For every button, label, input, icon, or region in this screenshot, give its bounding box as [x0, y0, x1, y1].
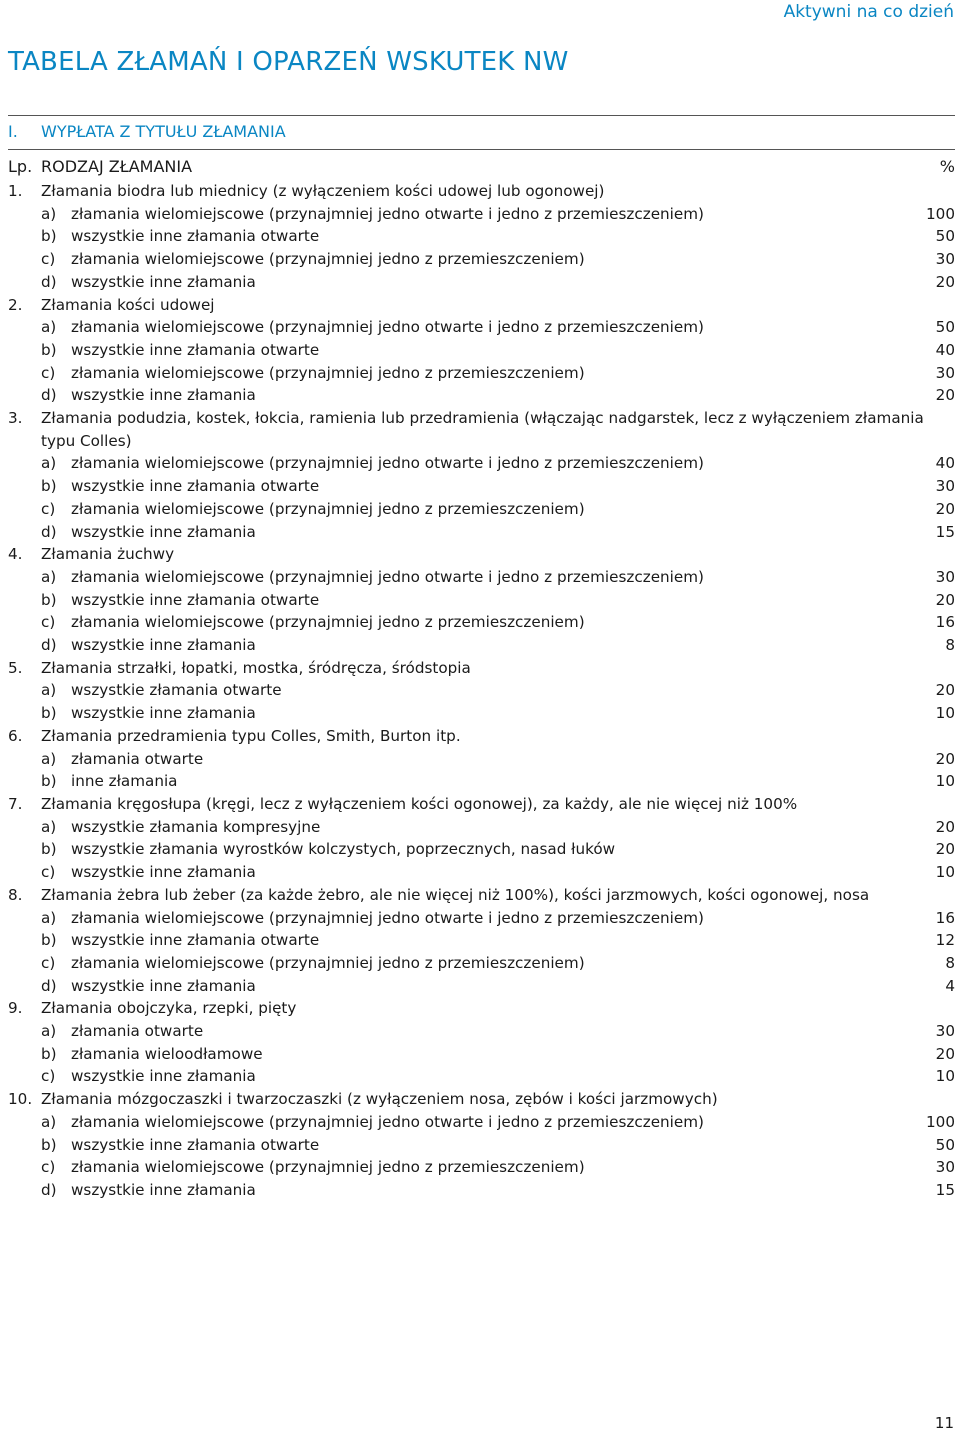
category-row — [8, 180, 955, 203]
category-title: Złamania mózgoczaszki i twarzoczaszki (z wyłączeniem nosa, zębów i kości jarzmowych) — [41, 1090, 718, 1109]
item-letter: a) — [41, 1112, 57, 1131]
item-letter: a) — [41, 681, 57, 700]
fracture-item-row — [8, 952, 955, 975]
item-percent: 40 — [935, 454, 955, 473]
category-number: 6. — [8, 726, 23, 745]
item-percent: 8 — [945, 636, 955, 655]
column-header — [8, 157, 955, 176]
fracture-item-row — [8, 975, 955, 998]
item-percent: 10 — [935, 704, 955, 723]
fracture-item-row — [8, 907, 955, 930]
item-percent: 20 — [935, 590, 955, 609]
item-description: wszystkie inne złamania otwarte — [71, 1135, 320, 1154]
category-number: 1. — [8, 182, 23, 200]
item-letter: c) — [41, 863, 56, 882]
item-letter: a) — [41, 567, 57, 586]
item-description: złamania wielomiejscowe (przynajmniej jedno otwarte i jedno z przemieszczeniem) — [71, 908, 704, 927]
item-letter: d) — [41, 976, 57, 995]
fracture-item-row — [8, 634, 955, 657]
category-number: 7. — [8, 794, 23, 813]
category-number: 3. — [8, 409, 23, 428]
item-percent: 30 — [935, 363, 955, 382]
item-description: złamania wielomiejscowe (przynajmniej jedno z przemieszczeniem) — [71, 363, 585, 382]
item-percent: 30 — [935, 567, 955, 586]
category-title: Złamania strzałki, łopatki, mostka, śródręcza, śródstopia — [41, 658, 471, 677]
item-description: wszystkie inne złamania otwarte — [71, 227, 320, 246]
category-title: Złamania kręgosłupa (kręgi, lecz z wyłączeniem kości ogonowej), za każdy, ale nie więcej niż 100% — [41, 794, 798, 813]
fracture-item-row — [8, 452, 955, 475]
item-percent: 30 — [935, 1022, 955, 1041]
category-row — [8, 407, 955, 452]
top-rule — [8, 115, 955, 116]
category-title: Złamania obojczyka, rzepki, pięty — [41, 999, 297, 1018]
item-description: wszystkie inne złamania otwarte — [71, 477, 320, 496]
fracture-item-row — [8, 838, 955, 861]
item-letter: b) — [41, 590, 57, 609]
fracture-item-row — [8, 384, 955, 407]
item-letter: c) — [41, 613, 56, 632]
item-letter: a) — [41, 204, 57, 223]
item-percent: 20 — [935, 817, 955, 836]
item-letter: d) — [41, 636, 57, 655]
category-row — [8, 657, 955, 680]
fracture-item-row — [8, 929, 955, 952]
item-description: złamania wielomiejscowe (przynajmniej jedno otwarte i jedno z przemieszczeniem) — [71, 454, 704, 473]
item-description: złamania wielomiejscowe (przynajmniej jedno otwarte i jedno z przemieszczeniem) — [71, 1112, 704, 1131]
category-row — [8, 543, 955, 566]
fracture-table — [8, 180, 955, 1202]
page-number: 11 — [934, 1414, 954, 1432]
section-roman: I. — [8, 122, 18, 141]
item-percent: 40 — [935, 340, 955, 359]
item-percent: 30 — [935, 1158, 955, 1177]
fracture-item-row — [8, 589, 955, 612]
item-percent: 15 — [935, 1180, 955, 1199]
item-percent: 30 — [935, 477, 955, 496]
section-rule — [8, 149, 955, 150]
item-letter: b) — [41, 227, 57, 246]
fracture-item-row — [8, 271, 955, 294]
item-letter: a) — [41, 817, 57, 836]
category-title: Złamania żebra lub żeber (za każde żebro, ale nie więcej niż 100%), kości jarzmowych, kości ogonowej, nosa — [41, 885, 870, 904]
item-letter: c) — [41, 953, 56, 972]
item-percent: 20 — [935, 749, 955, 768]
item-description: wszystkie inne złamania otwarte — [71, 931, 320, 950]
column-rodzaj: RODZAJ ZŁAMANIA — [41, 157, 193, 176]
item-letter: a) — [41, 318, 57, 337]
category-number: 5. — [8, 658, 23, 677]
fracture-item-row — [8, 248, 955, 271]
item-letter: c) — [41, 1067, 56, 1086]
category-number: 2. — [8, 295, 23, 314]
item-letter: b) — [41, 477, 57, 496]
category-number: 10. — [8, 1090, 33, 1109]
item-description: wszystkie inne złamania — [71, 976, 256, 995]
column-percent: % — [939, 157, 955, 176]
category-title: Złamania biodra lub miednicy (z wyłączeniem kości udowej lub ogonowej) — [41, 182, 605, 200]
item-description: wszystkie inne złamania — [71, 1067, 256, 1086]
fracture-item-row — [8, 339, 955, 362]
item-description: wszystkie inne złamania — [71, 272, 256, 291]
category-row — [8, 884, 955, 907]
fracture-item-row — [8, 1156, 955, 1179]
item-percent: 10 — [935, 863, 955, 882]
category-number: 4. — [8, 545, 23, 564]
item-percent: 4 — [945, 976, 955, 995]
category-number: 8. — [8, 885, 23, 904]
item-letter: d) — [41, 522, 57, 541]
fracture-item-row — [8, 316, 955, 339]
item-letter: b) — [41, 1044, 57, 1063]
item-percent: 50 — [935, 1135, 955, 1154]
item-description: złamania wieloodłamowe — [71, 1044, 263, 1063]
item-description: inne złamania — [71, 772, 178, 791]
item-percent: 8 — [945, 953, 955, 972]
item-letter: d) — [41, 386, 57, 405]
item-description: złamania wielomiejscowe (przynajmniej jedno otwarte i jedno z przemieszczeniem) — [71, 204, 704, 223]
fracture-item-row — [8, 498, 955, 521]
item-letter: a) — [41, 749, 57, 768]
section-heading — [8, 122, 286, 141]
fracture-item-row — [8, 861, 955, 884]
fracture-item-row — [8, 1020, 955, 1043]
item-description: złamania otwarte — [71, 1022, 204, 1041]
item-description: złamania otwarte — [71, 749, 204, 768]
item-description: wszystkie inne złamania — [71, 636, 256, 655]
item-percent: 100 — [926, 204, 955, 223]
brand-tagline: Aktywni na co dzień — [783, 2, 954, 22]
item-description: wszystkie inne złamania — [71, 863, 256, 882]
item-percent: 30 — [935, 250, 955, 269]
item-letter: b) — [41, 772, 57, 791]
item-letter: b) — [41, 1135, 57, 1154]
item-percent: 10 — [935, 1067, 955, 1086]
fracture-item-row — [8, 1179, 955, 1202]
item-letter: d) — [41, 272, 57, 291]
page-title: TABELA ZŁAMAŃ I OPARZEŃ WSKUTEK NW — [8, 47, 569, 78]
fracture-item-row — [8, 203, 955, 226]
item-description: wszystkie inne złamania — [71, 704, 256, 723]
item-description: wszystkie złamania otwarte — [71, 681, 282, 700]
item-description: złamania wielomiejscowe (przynajmniej jedno z przemieszczeniem) — [71, 250, 585, 269]
item-letter: c) — [41, 363, 56, 382]
fracture-item-row — [8, 816, 955, 839]
fracture-item-row — [8, 362, 955, 385]
item-letter: a) — [41, 1022, 57, 1041]
item-percent: 20 — [935, 272, 955, 291]
item-letter: c) — [41, 250, 56, 269]
category-row — [8, 725, 955, 748]
category-number: 9. — [8, 999, 23, 1018]
item-description: wszystkie inne złamania — [71, 386, 256, 405]
item-percent: 20 — [935, 386, 955, 405]
item-letter: a) — [41, 908, 57, 927]
fracture-item-row — [8, 611, 955, 634]
category-row — [8, 997, 955, 1020]
item-description: wszystkie inne złamania — [71, 522, 256, 541]
item-description: wszystkie inne złamania otwarte — [71, 590, 320, 609]
fracture-item-row — [8, 521, 955, 544]
category-row — [8, 793, 955, 816]
category-title: Złamania kości udowej — [41, 295, 215, 314]
fracture-item-row — [8, 702, 955, 725]
item-description: złamania wielomiejscowe (przynajmniej jedno z przemieszczeniem) — [71, 953, 585, 972]
item-letter: b) — [41, 840, 57, 859]
item-percent: 20 — [935, 499, 955, 518]
fracture-item-row — [8, 475, 955, 498]
item-description: złamania wielomiejscowe (przynajmniej jedno z przemieszczeniem) — [71, 499, 585, 518]
item-percent: 50 — [935, 227, 955, 246]
item-letter: b) — [41, 340, 57, 359]
fracture-item-row — [8, 225, 955, 248]
item-percent: 50 — [935, 318, 955, 337]
fracture-item-row — [8, 748, 955, 771]
item-letter: c) — [41, 499, 56, 518]
item-description: złamania wielomiejscowe (przynajmniej jedno otwarte i jedno z przemieszczeniem) — [71, 567, 704, 586]
fracture-item-row — [8, 1043, 955, 1066]
fracture-item-row — [8, 679, 955, 702]
item-percent: 20 — [935, 1044, 955, 1063]
category-row — [8, 1088, 955, 1111]
item-percent: 20 — [935, 681, 955, 700]
fracture-item-row — [8, 770, 955, 793]
column-lp: Lp. — [8, 157, 33, 176]
category-title: Złamania podudzia, kostek, łokcia, ramienia lub przedramienia (włączając nadgarstek, lecz z wyłączeniem złamania typu Colles) — [41, 409, 924, 450]
item-percent: 15 — [935, 522, 955, 541]
item-letter: b) — [41, 704, 57, 723]
item-percent: 16 — [935, 613, 955, 632]
category-row — [8, 294, 955, 317]
category-title: Złamania przedramienia typu Colles, Smith, Burton itp. — [41, 726, 461, 745]
item-description: złamania wielomiejscowe (przynajmniej jedno z przemieszczeniem) — [71, 1158, 585, 1177]
category-title: Złamania żuchwy — [41, 545, 175, 564]
item-description: wszystkie złamania wyrostków kolczystych, poprzecznych, nasad łuków — [71, 840, 616, 859]
item-letter: b) — [41, 931, 57, 950]
item-description: wszystkie inne złamania — [71, 1180, 256, 1199]
item-percent: 12 — [935, 931, 955, 950]
fracture-item-row — [8, 566, 955, 589]
item-letter: a) — [41, 454, 57, 473]
item-letter: c) — [41, 1158, 56, 1177]
item-description: złamania wielomiejscowe (przynajmniej jedno otwarte i jedno z przemieszczeniem) — [71, 318, 704, 337]
item-percent: 100 — [926, 1112, 955, 1131]
fracture-item-row — [8, 1134, 955, 1157]
item-letter: d) — [41, 1180, 57, 1199]
fracture-item-row — [8, 1065, 955, 1088]
item-percent: 16 — [935, 908, 955, 927]
item-description: wszystkie złamania kompresyjne — [71, 817, 321, 836]
fracture-item-row — [8, 1111, 955, 1134]
section-title-text: WYPŁATA Z TYTUŁU ZŁAMANIA — [41, 122, 286, 141]
item-description: złamania wielomiejscowe (przynajmniej jedno z przemieszczeniem) — [71, 613, 585, 632]
item-description: wszystkie inne złamania otwarte — [71, 340, 320, 359]
item-percent: 10 — [935, 772, 955, 791]
item-percent: 20 — [935, 840, 955, 859]
